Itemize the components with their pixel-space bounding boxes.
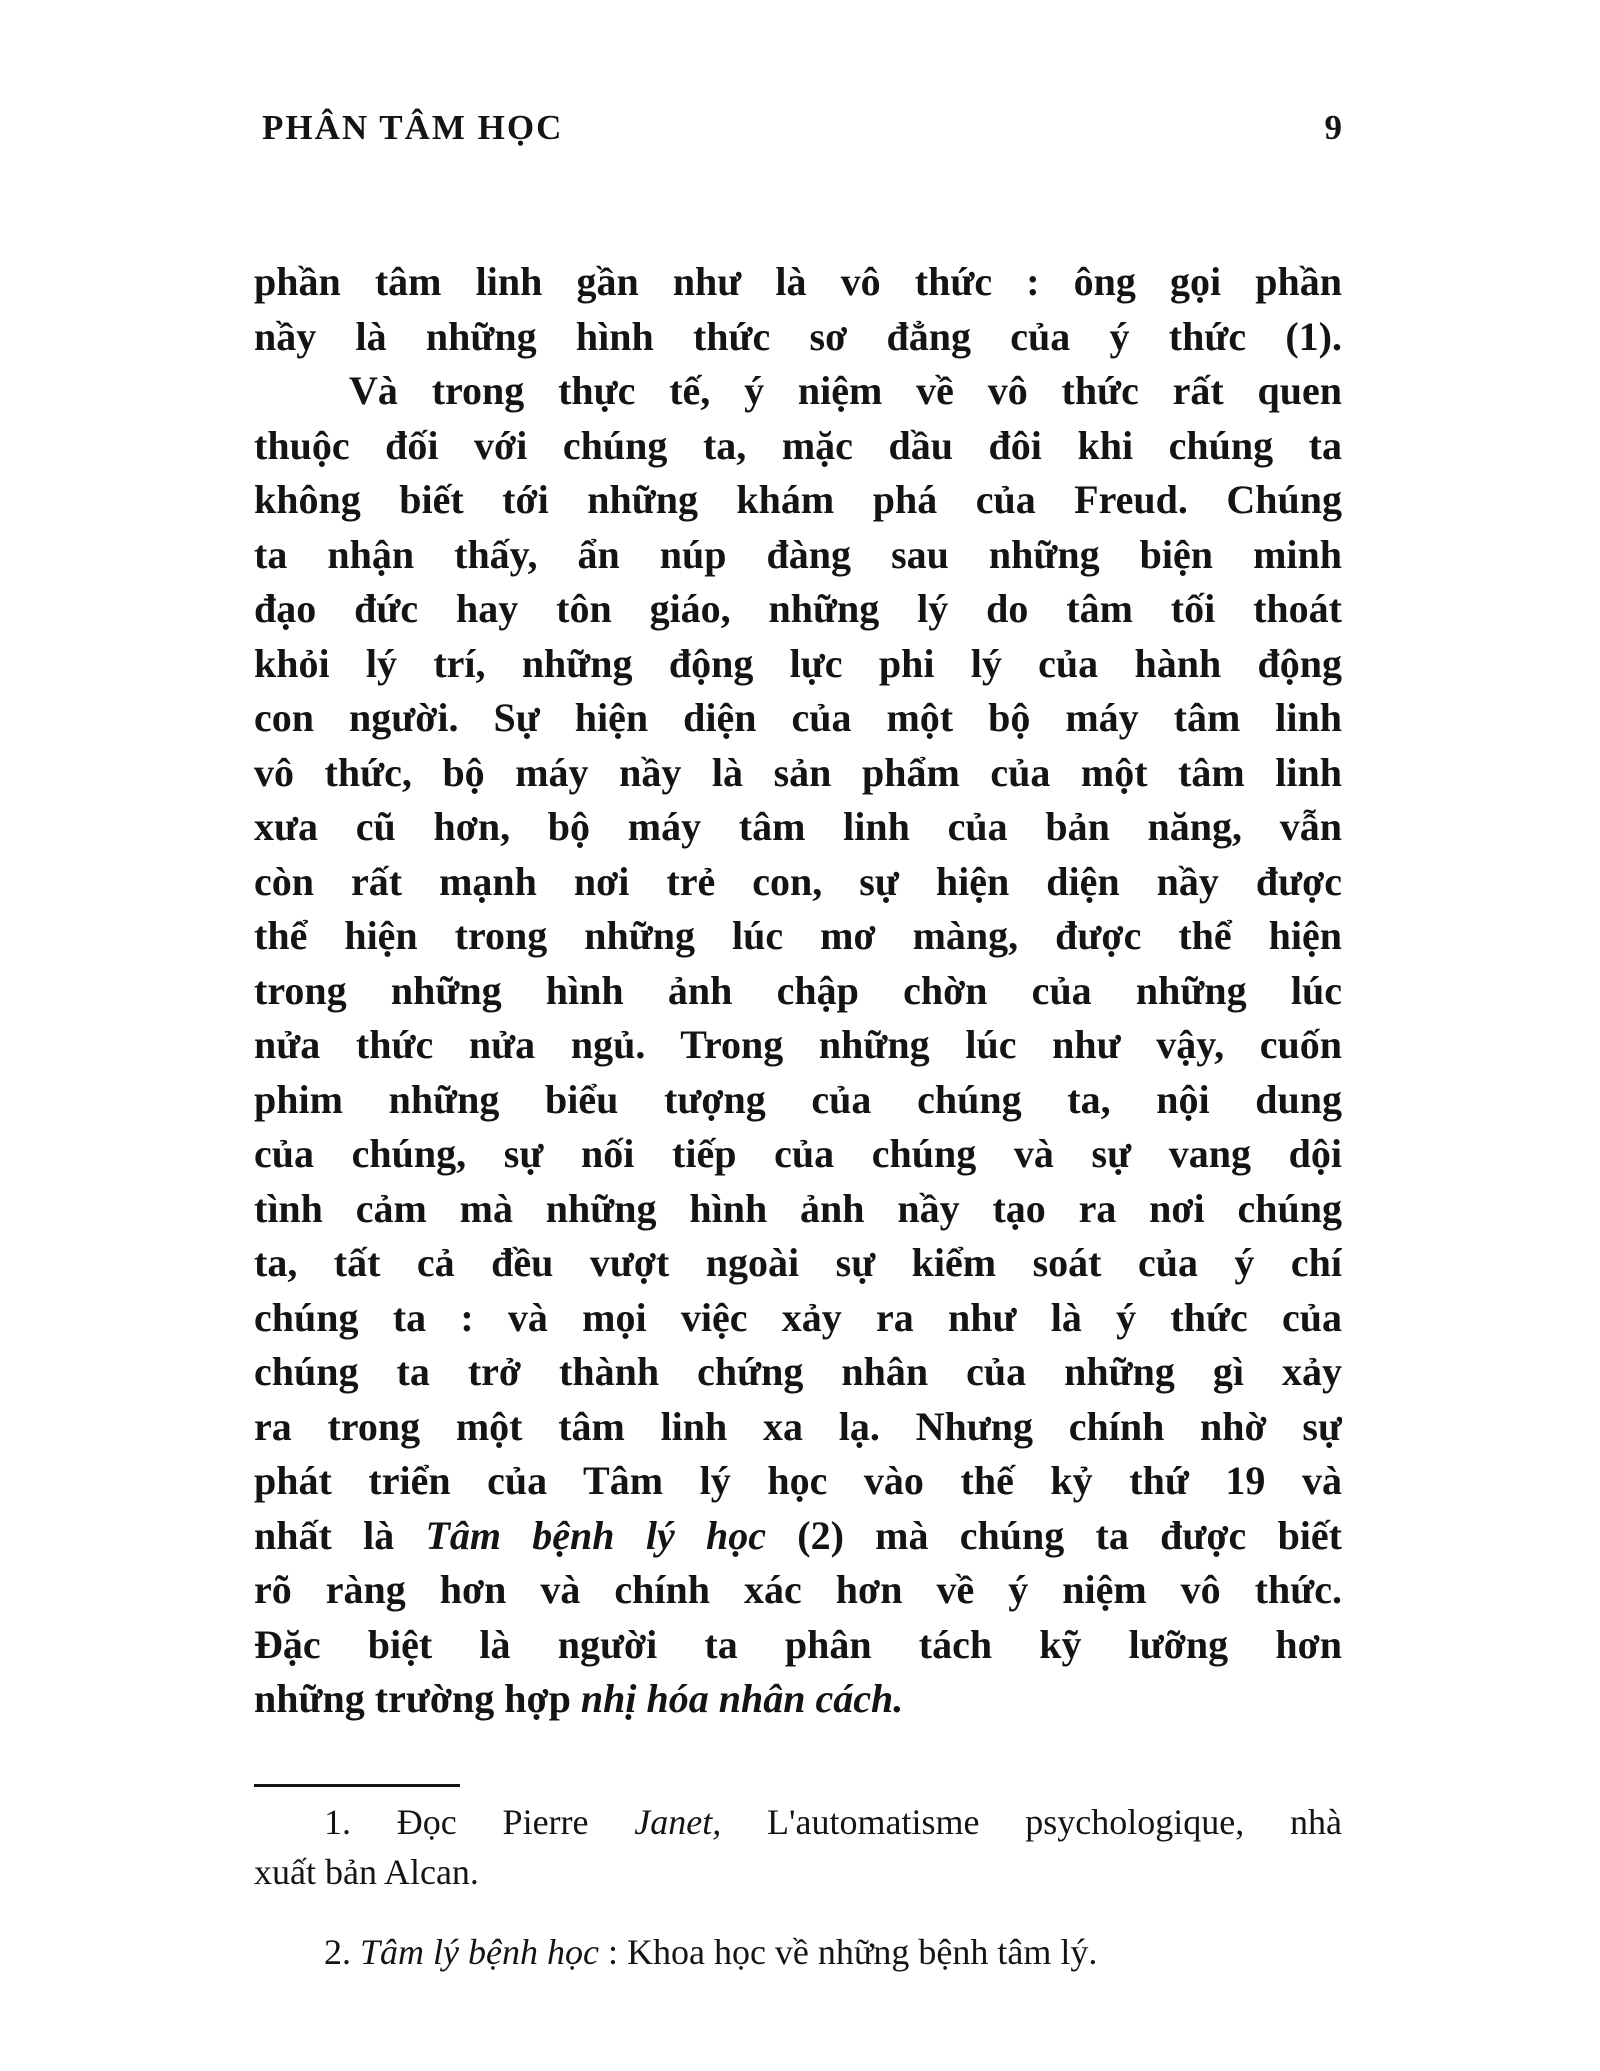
body-line: ra trong một tâm linh xa lạ. Nhưng chính nhờ sự (254, 1403, 1342, 1449)
body-line: con người. Sự hiện diện của một bộ máy tâm linh (254, 695, 1342, 740)
line-text: nhất là (254, 1512, 426, 1558)
running-head (262, 108, 1342, 158)
body-line: chúng ta trở thành chứng nhân của những gì xảy (254, 1349, 1342, 1394)
body-line: rõ ràng hơn và chính xác hơn về ý niệm vô thức. (254, 1567, 1342, 1612)
body-line (254, 1509, 1342, 1564)
line-text: (2) mà chúng ta được biết (765, 1512, 1342, 1558)
body-line: Và trong thực tế, ý niệm về vô thức rất quen (349, 368, 1342, 413)
footnote-1 (254, 1797, 1342, 1847)
footnote-author: Janet, (634, 1802, 722, 1842)
footnote-text: 1. Đọc Pierre (324, 1802, 635, 1842)
footnote-text: : Khoa học về những bệnh tâm lý. (598, 1932, 1098, 1972)
body-line: Đặc biệt là người ta phân tách kỹ lưỡng hơn (254, 1621, 1342, 1667)
body-line: không biết tới những khám phá của Freud. Chúng (254, 477, 1342, 522)
footnotes (254, 1797, 1342, 1977)
line-text: những trường hợp (254, 1676, 581, 1721)
italic-term: nhị hóa nhân cách. (580, 1676, 904, 1721)
body-line: ta, tất cả đều vượt ngoài sự kiểm soát của ý chí (254, 1240, 1342, 1285)
body-line: đạo đức hay tôn giáo, những lý do tâm tối thoát (254, 586, 1342, 631)
footnote-term: Tâm lý bệnh học (360, 1932, 599, 1972)
footnote-divider (254, 1784, 460, 1787)
body-line: tình cảm mà những hình ảnh nầy tạo ra nơi chúng (254, 1185, 1342, 1231)
italic-term: Tâm bệnh lý học (425, 1512, 766, 1558)
body-line: phát triển của Tâm lý học vào thế kỷ thứ 19 và (254, 1458, 1342, 1503)
body-line: ta nhận thấy, ẩn núp đàng sau những biện minh (254, 531, 1342, 577)
body-line: phần tâm linh gần như là vô thức : ông gọi phần (254, 259, 1342, 304)
page-number: 9 (1324, 108, 1342, 147)
body-line: khỏi lý trí, những động lực phi lý của hành động (254, 640, 1342, 686)
body-line: nầy là những hình thức sơ đẳng của ý thức (1). (254, 313, 1342, 359)
footnote-text: L'automatisme psychologique, nhà (721, 1802, 1342, 1842)
body-line: vô thức, bộ máy nầy là sản phẩm của một tâm linh (254, 749, 1342, 795)
body-line: thể hiện trong những lúc mơ màng, được thể hiện (254, 913, 1342, 958)
body-line: xưa cũ hơn, bộ máy tâm linh của bản năng, vẫn (254, 804, 1342, 849)
body-line: chúng ta : và mọi việc xảy ra như là ý thức của (254, 1294, 1342, 1340)
body-line: trong những hình ảnh chập chờn của những lúc (254, 967, 1342, 1013)
footnote-text: 2. (324, 1932, 360, 1972)
body-line (254, 1672, 1342, 1727)
body-line: phim những biểu tượng của chúng ta, nội dung (254, 1076, 1342, 1122)
footnote-2 (254, 1927, 1342, 1977)
body-text (254, 255, 1342, 1727)
footnote-1-continued: xuất bản Alcan. (254, 1852, 479, 1892)
running-title: PHÂN TÂM HỌC (262, 108, 564, 147)
body-line: thuộc đối với chúng ta, mặc dầu đôi khi chúng ta (254, 422, 1342, 468)
body-line: còn rất mạnh nơi trẻ con, sự hiện diện nầy được (254, 858, 1342, 904)
footnote-spacer (254, 1897, 1342, 1927)
body-line: nửa thức nửa ngủ. Trong những lúc như vậy, cuốn (254, 1022, 1342, 1067)
body-line: của chúng, sự nối tiếp của chúng và sự vang dội (254, 1131, 1342, 1176)
